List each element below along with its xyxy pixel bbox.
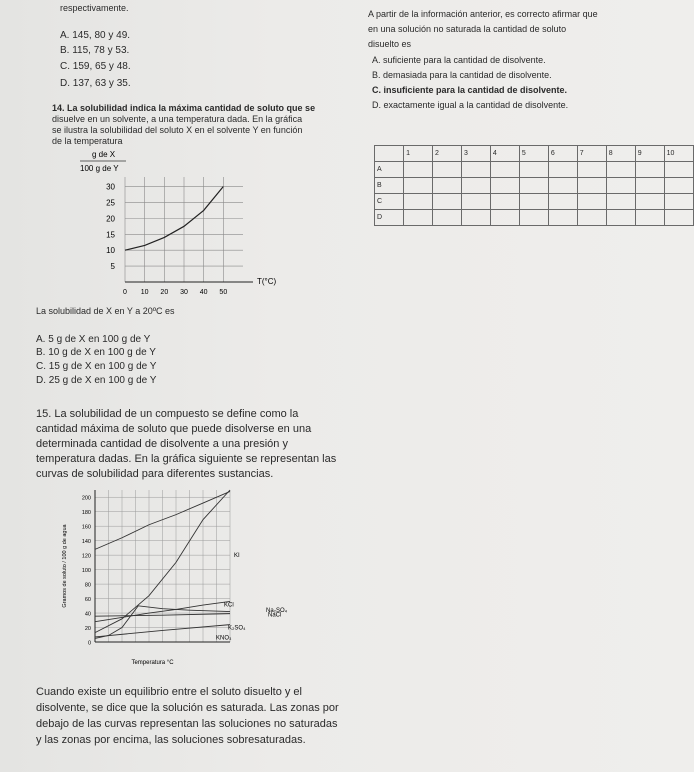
right-intro-3: disuelto es (368, 39, 412, 49)
answer-grid-header (375, 146, 694, 162)
q15-line-5: curvas de solubilidad para diferentes sustancias. (36, 468, 274, 480)
bottom-line-4: y las zonas por encima, las soluciones sobresaturadas. (36, 734, 306, 746)
top-option-a: A. 145, 80 y 49. (60, 30, 131, 41)
q14-line-2: disuelve en un solvente, a una temperatura dada. En la gráfica (52, 114, 303, 124)
grid-col-7: 7 (577, 146, 606, 162)
grid-row-b: B (375, 178, 694, 194)
chart2-y-tick: 160 (81, 524, 91, 531)
right-option-a: A. suficiente para la cantidad de disolvente. (372, 55, 546, 65)
q15-line-4: temperatura dadas. En la gráfica siguiente se representan las (36, 453, 337, 465)
q14-line-1: 14. La solubilidad indica la máxima cantidad de soluto que se (52, 103, 316, 113)
chart1-ylabel-top: g de X (92, 150, 116, 159)
q14-option-c: C. 15 g de X en 100 g de Y (36, 361, 157, 372)
right-intro-2: en una solución no saturada la cantidad de soluto (368, 24, 567, 34)
chart2-y-tick: 140 (81, 539, 91, 546)
chart2-xlabel: Temperatura °C (131, 660, 174, 666)
q14-option-d: D. 25 g de X en 100 g de Y (36, 375, 157, 386)
q15-line-3: determinada cantidad de disolvente a una presión y (36, 438, 288, 450)
grid-col-5: 5 (519, 146, 548, 162)
chart1-x-tick: 20 (160, 289, 169, 296)
chart2-y-tick: 40 (84, 611, 91, 618)
chart2-y-tick: 20 (84, 626, 91, 633)
chart2-y-tick: 180 (81, 510, 91, 517)
grid-row-a: A (375, 162, 694, 178)
chart1-x-tick: 10 (140, 289, 149, 296)
chart2-y-tick: 60 (84, 597, 91, 604)
chart2-y-tick: 200 (81, 495, 91, 502)
q14-line-4: de la temperatura (52, 136, 123, 146)
chart2-y-tick: 100 (81, 568, 91, 575)
top-option-c: C. 159, 65 y 48. (60, 61, 131, 72)
chart2-curve-label: K₂SO₄ (228, 625, 246, 632)
solubility-curves-chart (50, 480, 290, 670)
top-option-b: B. 115, 78 y 53. (60, 45, 130, 56)
chart1-ylabel-bottom: 100 g de Y (80, 164, 119, 173)
grid-col-9: 9 (635, 146, 664, 162)
chart2-curve-label: KCl (224, 602, 234, 609)
right-intro-1: A partir de la información anterior, es correcto afirmar que (368, 9, 598, 19)
chart1-y-tick: 15 (106, 230, 115, 240)
grid-col-6: 6 (548, 146, 577, 162)
respectivamente-text: respectivamente. (60, 3, 129, 13)
bottom-line-1: Cuando existe un equilibrio entre el soluto disuelto y el (36, 686, 302, 698)
grid-col-8: 8 (606, 146, 635, 162)
chart2-curve-label: KI (234, 553, 240, 560)
chart2-y-tick: 120 (81, 553, 91, 560)
chart1-x-tick: 30 (180, 289, 188, 296)
bottom-line-3: debajo de las curvas representan las soluciones no saturadas (36, 718, 338, 730)
grid-col-10: 10 (664, 146, 693, 162)
grid-col-1: 1 (404, 146, 433, 162)
q14-option-b: B. 10 g de X en 100 g de Y (36, 347, 156, 358)
top-option-d: D. 137, 63 y 35. (60, 78, 131, 89)
q14-line-3: se ilustra la solubilidad del soluto X en el solvente Y en función (52, 125, 303, 135)
chart1-y-tick: 5 (110, 262, 115, 272)
q15-line-1: 15. La solubilidad de un compuesto se define como la (36, 408, 299, 420)
grid-col-3: 3 (461, 146, 490, 162)
chart2-curve-label: Na₂SO₄ (266, 608, 288, 615)
chart2-curve-label: KNO₃ (216, 635, 232, 642)
chart1-y-tick: 30 (106, 182, 115, 192)
q14-question: La solubilidad de X en Y a 20ºC es (36, 306, 175, 316)
grid-row-d: D (375, 210, 694, 226)
chart2-y-tick: 80 (84, 582, 91, 589)
chart1-y-tick: 10 (106, 246, 115, 256)
right-option-c: C. insuficiente para la cantidad de disolvente. (372, 85, 568, 95)
bottom-line-2: disolvente, se dice que la solución es saturada. Las zonas por (36, 702, 339, 714)
grid-col-2: 2 (433, 146, 462, 162)
chart2-ylabel: Gramos de soluto / 100 g de agua (62, 524, 68, 608)
chart1-y-tick: 25 (106, 198, 115, 208)
chart1-x-tick: 0 (123, 289, 127, 296)
right-option-b: B. demasiada para la cantidad de disolvente. (372, 70, 552, 80)
q15-line-2: cantidad máxima de soluto que puede disolverse en una (36, 423, 312, 435)
grid-row-c: C (375, 194, 694, 210)
chart1-x-tick: 50 (219, 289, 228, 296)
chart1-y-tick: 20 (106, 214, 115, 224)
grid-col-4: 4 (490, 146, 519, 162)
solubility-chart-x-in-y (70, 145, 300, 300)
chart1-x-tick: 40 (199, 289, 208, 296)
answer-grid (374, 145, 694, 226)
right-option-d: D. exactamente igual a la cantidad de disolvente. (372, 100, 569, 110)
q14-option-a: A. 5 g de X en 100 g de Y (36, 334, 151, 345)
chart1-xlabel: T(°C) (257, 277, 277, 286)
chart2-curve-label: NaCl (268, 612, 282, 619)
chart2-y-tick: 0 (87, 640, 91, 647)
